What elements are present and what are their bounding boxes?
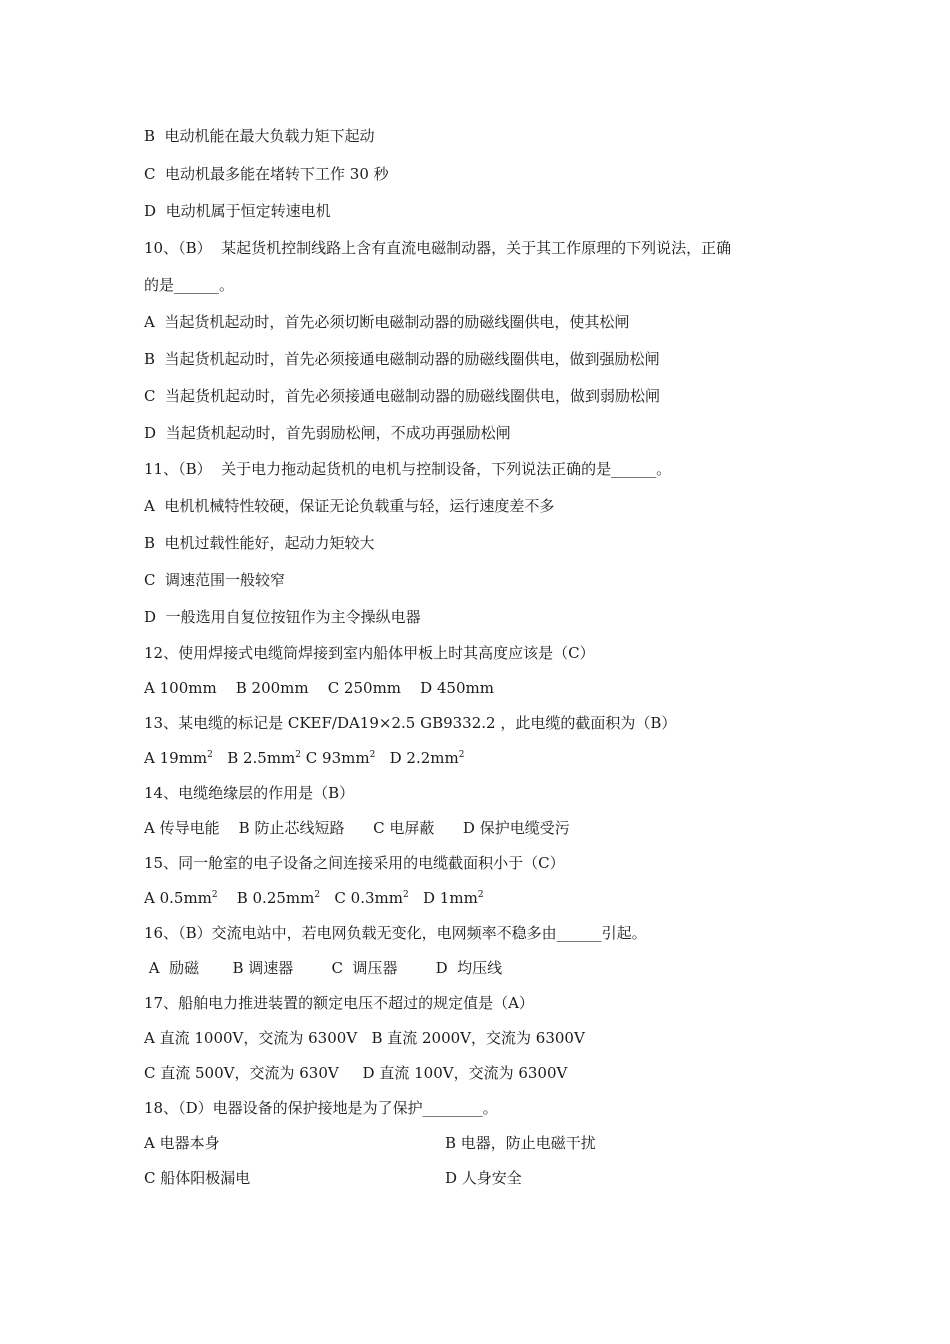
option-d-q10: D 当起货机起动时，首先弱励松闸，不成功再强励松闸 (144, 424, 511, 442)
options-q17-ab: A 直流 1000V，交流为 6300V B 直流 2000V，交流为 6300V (144, 1029, 585, 1047)
option-b-q10: B 当起货机起动时，首先必须接通电磁制动器的励磁线圈供电，做到强励松闸 (144, 350, 660, 368)
q13-option-a: A 19mm (144, 749, 208, 767)
question-14: 14、电缆绝缘层的作用是（B） (144, 784, 355, 802)
q15-option-a: A 0.5mm (144, 889, 212, 907)
option-b-q9: B 电动机能在最大负载力矩下起动 (144, 127, 375, 145)
question-13: 13、某电缆的标记是 CKEF/DA19×2.5 GB9332.2 ，此电缆的截面积为（B） (144, 714, 677, 732)
q15-option-b: B 0.25mm (236, 889, 315, 907)
question-18: 18、（D）电器设备的保护接地是为了保护________。 (144, 1099, 498, 1117)
options-q13: A $19mm^2$ B $2.5mm^2$ C $93mm^2$ D $2.2mm^2$ (144, 749, 465, 767)
option-c-q10: C 当起货机起动时，首先必须接通电磁制动器的励磁线圈供电，做到弱励松闸 (144, 387, 661, 405)
option-a-q18: A 电器本身 (144, 1134, 220, 1152)
options-q12: A 100mm B 200mm C 250mm D 450mm (144, 679, 494, 697)
option-d-q9: D 电动机属于恒定转速电机 (144, 202, 331, 220)
option-d-q11: D 一般选用自复位按钮作为主令操纵电器 (144, 608, 421, 626)
question-10: 10、（B） 某起货机控制线路上含有直流电磁制动器，关于其工作原理的下列说法，正确 (144, 239, 732, 257)
q13-option-d: D 2.2mm (389, 749, 459, 767)
options-q15: A $0.5mm^2$ B $0.25mm^2$ C $0.3mm^2$ D $1mm^2$ (144, 889, 484, 907)
option-a-q10: A 当起货机起动时，首先必须切断电磁制动器的励磁线圈供电，使其松闸 (144, 313, 630, 331)
question-11: 11、（B） 关于电力拖动起货机的电机与控制设备，下列说法正确的是______。 (144, 460, 672, 478)
option-c-q11: C 调速范围一般较窄 (144, 571, 286, 589)
question-10-cont: 的是______。 (144, 276, 235, 294)
option-d-q18: D 人身安全 (445, 1169, 522, 1187)
option-b-q18: B 电器，防止电磁干扰 (445, 1134, 596, 1152)
options-q16: A 励磁 B 调速器 C 调压器 D 均压线 (144, 959, 503, 977)
q15-option-c: C 0.3mm (334, 889, 403, 907)
option-c-q9: C 电动机最多能在堵转下工作 30 秒 (144, 165, 389, 183)
option-a-q11: A 电机机械特性较硬，保证无论负载重与轻，运行速度差不多 (144, 497, 555, 515)
option-c-q18: C 船体阳极漏电 (144, 1169, 251, 1187)
options-q14: A 传导电能 B 防止芯线短路 C 电屏蔽 D 保护电缆受污 (144, 819, 570, 837)
q15-option-d: D 1mm (423, 889, 478, 907)
question-16: 16、（B）交流电站中，若电网负载无变化，电网频率不稳多由______引起。 (144, 924, 647, 942)
question-17: 17、船舶电力推进装置的额定电压不超过的规定值是（A） (144, 994, 534, 1012)
options-q17-cd: C 直流 500V，交流为 630V D 直流 100V，交流为 6300V (144, 1064, 568, 1082)
option-b-q11: B 电机过载性能好，起动力矩较大 (144, 534, 375, 552)
question-12: 12、使用焊接式电缆筒焊接到室内船体甲板上时其高度应该是（C） (144, 644, 595, 662)
question-15: 15、同一舱室的电子设备之间连接采用的电缆截面积小于（C） (144, 854, 565, 872)
q13-option-c: C 93mm (305, 749, 370, 767)
q13-option-b: B 2.5mm (227, 749, 296, 767)
